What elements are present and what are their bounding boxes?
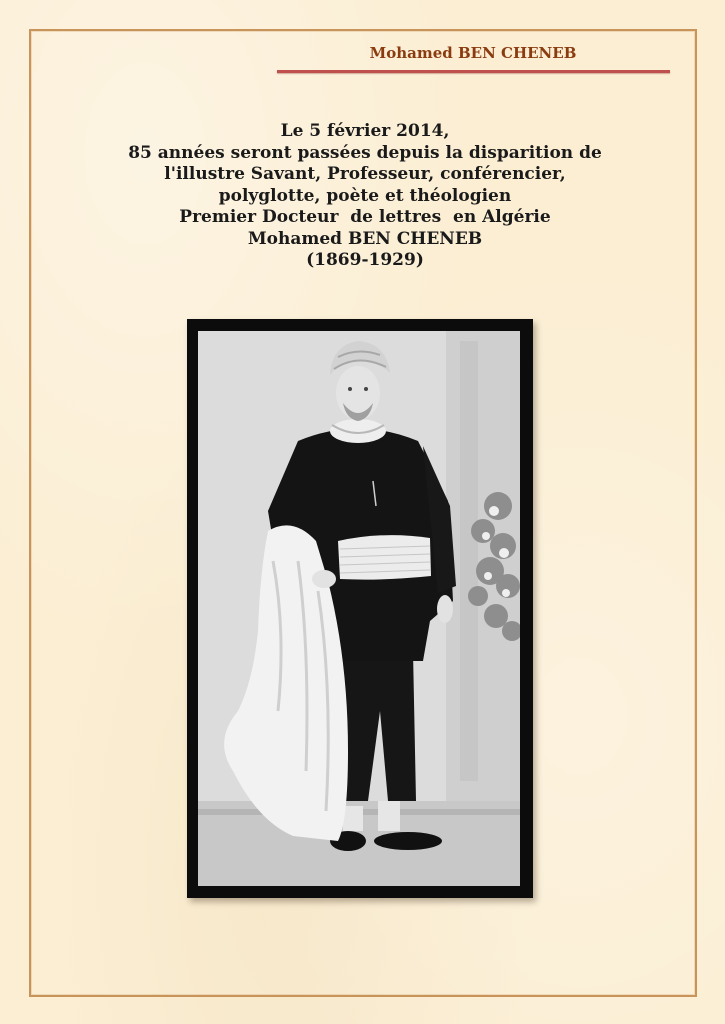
header-rule [277,70,670,73]
intro-line-name: Mohamed BEN CHENEB [247,228,483,249]
portrait-illustration [198,331,520,886]
intro-line-titles-2: polyglotte, poète et théologien [218,185,512,206]
intro-text [60,121,670,272]
portrait-photo [198,331,520,886]
intro-line-anniversary: 85 années seront passées depuis la disparition de [128,142,602,163]
intro-line-years: (1869-1929) [306,250,424,270]
intro-line-titles: l'illustre Savant, Professeur, conférencier, [164,164,566,184]
header-title: Mohamed BEN CHENEB [369,44,577,62]
intro-line-doctor: Premier Docteur de lettres en Algérie [179,207,551,227]
portrait-frame [187,319,533,898]
intro-line-date: Le 5 février 2014, [280,121,450,141]
